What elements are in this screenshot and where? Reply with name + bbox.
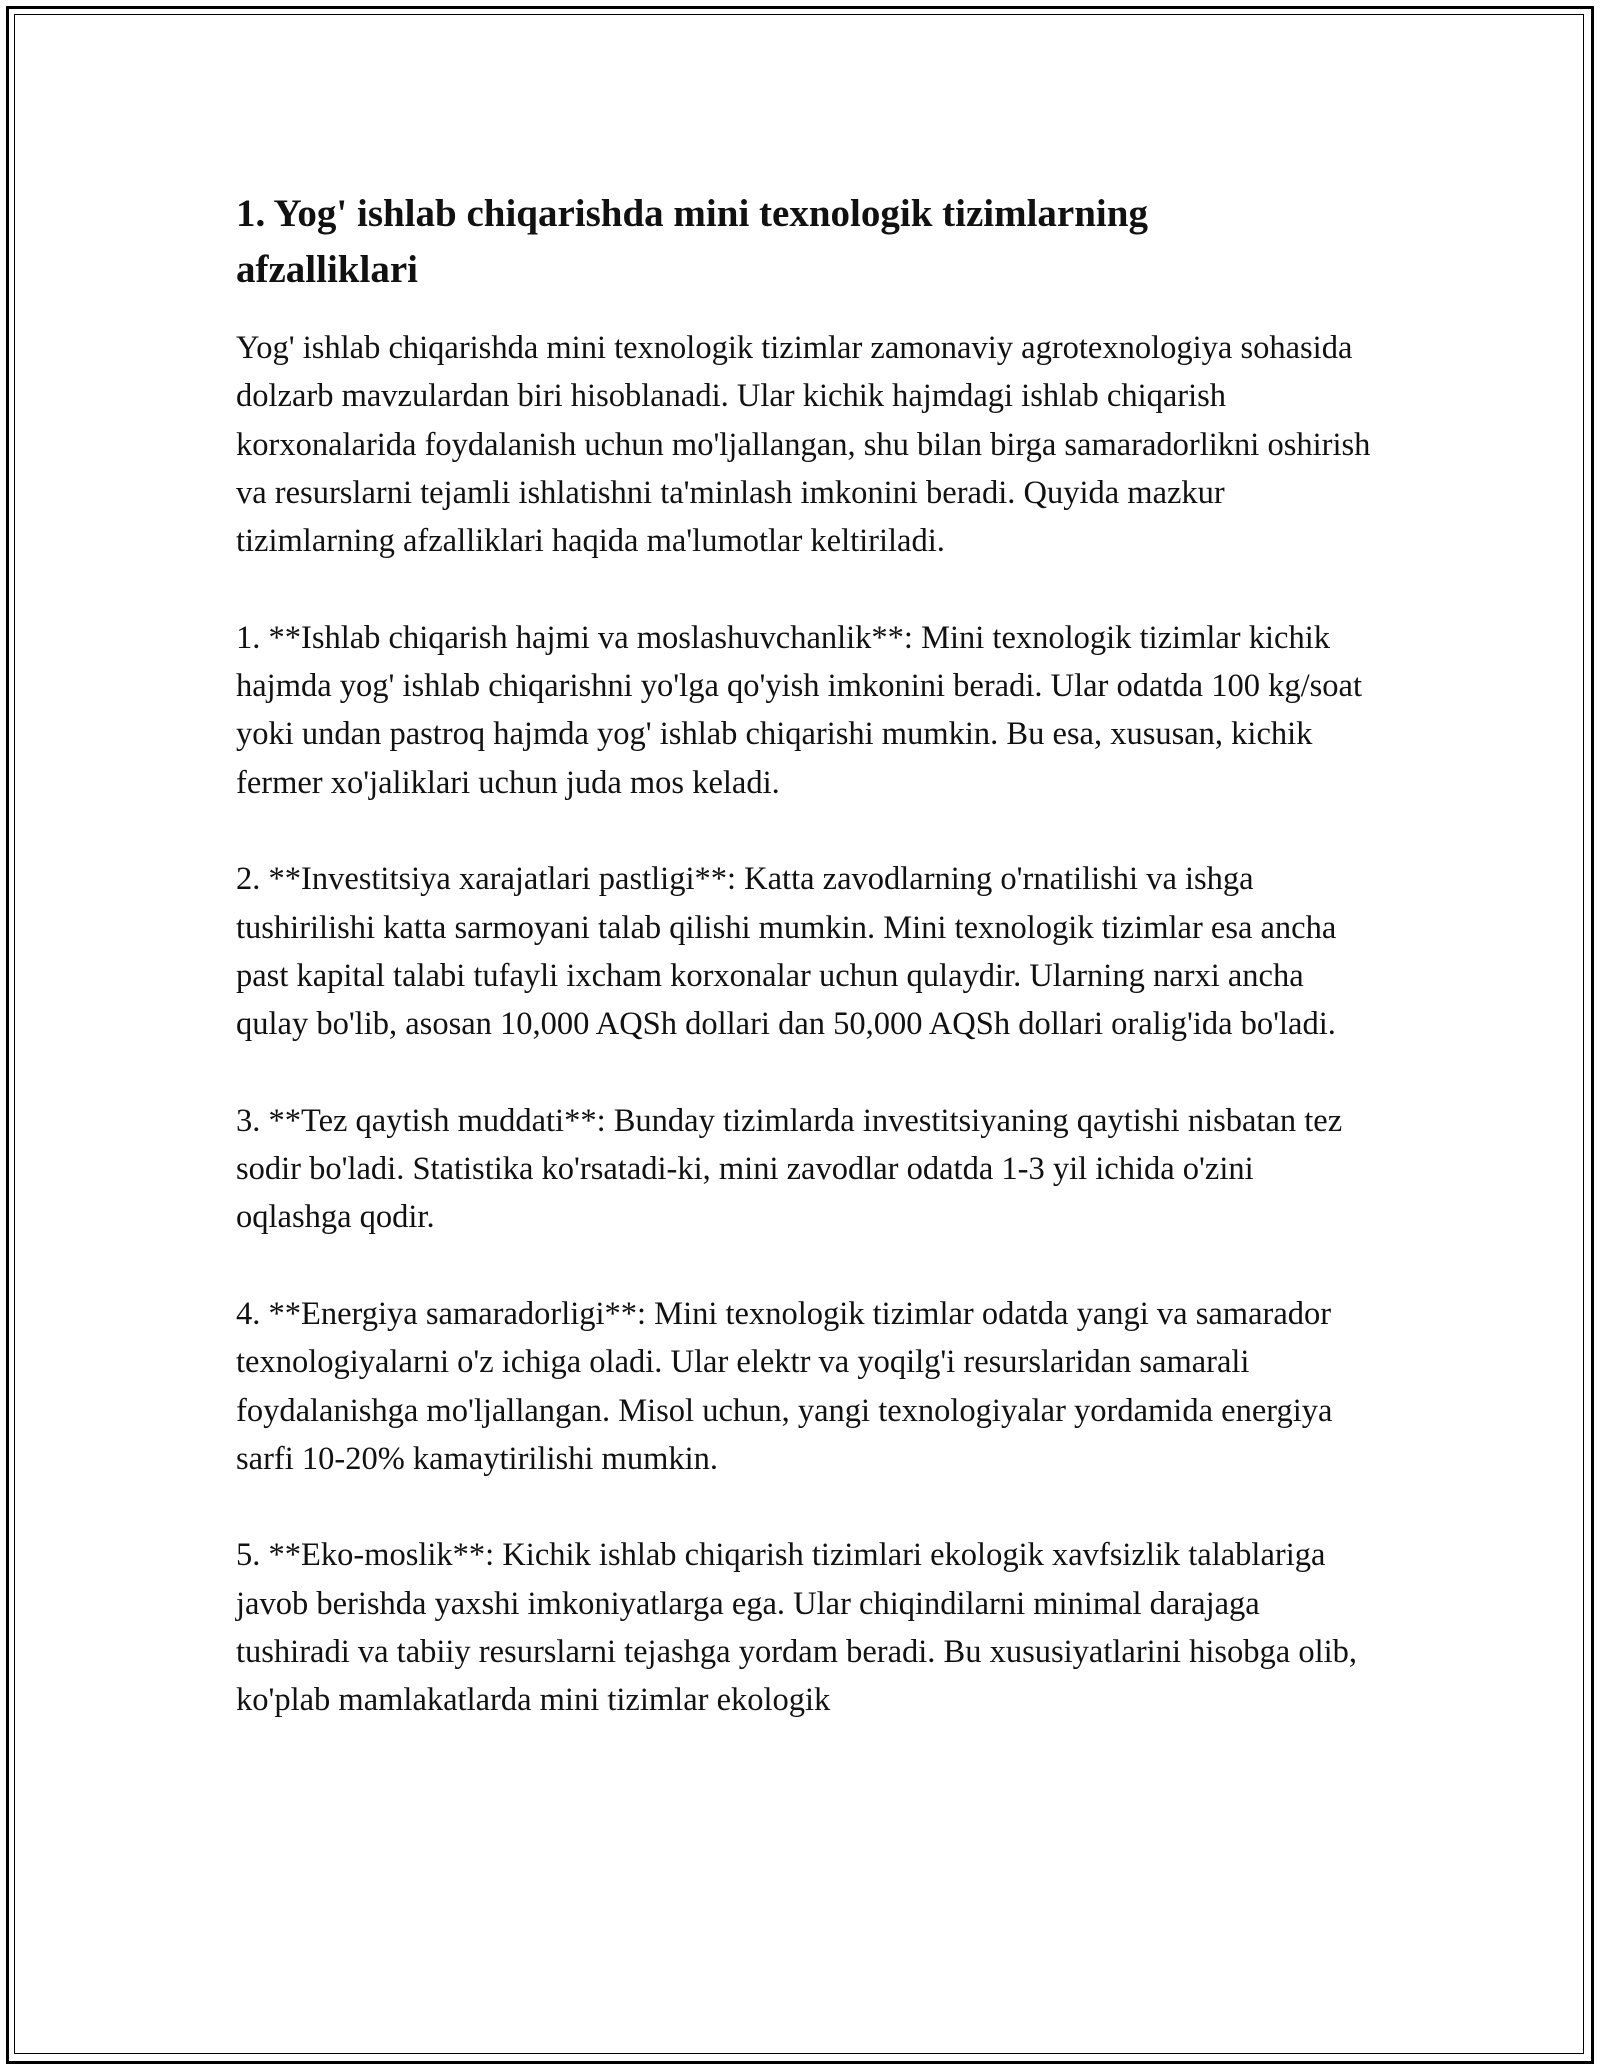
intro-paragraph: Yog' ishlab chiqarishda mini texnologik tizimlar zamonaviy agrotexnologiya sohasida dolzarb mavzulardan biri hisoblanadi. Ular kichik hajmdagi ishlab chiqarish korxonalarida foydalanish uchun mo'ljallangan, shu bilan birga samaradorlikni oshirish va resurslarni tejamli ishlatishni ta'minlash imkonini beradi. Quyida mazkur tizimlarning afzalliklari haqida ma'lumotlar keltiriladi. xyxy=(236,330,1371,560)
document-body xyxy=(236,186,1376,1773)
list-item-payback-period: 3. **Tez qaytish muddati**: Bunday tizimlarda investitsiyaning qaytishi nisbatan tez sodir bo'ladi. Statistika ko'rsatadi-ki, mini zavodlar odatda 1-3 yil ichida o'zini oqlashga qodir. xyxy=(236,1102,1343,1236)
list-item-eco-compatibility: 5. **Eko-moslik**: Kichik ishlab chiqarish tizimlari ekologik xavfsizlik talablariga javob berishda yaxshi imkoniyatlarga ega. Ular chiqindilarni minimal darajaga tushiradi va tabiiy resurslarni tejashga yordam beradi. Bu xususiyatlarini hisobga olib, ko'plab mamlakatlarda mini tizimlar ekologik xyxy=(236,1537,1358,1719)
list-item-energy-efficiency: 4. **Energiya samaradorligi**: Mini texnologik tizimlar odatda yangi va samarador texnologiyalarni o'z ichiga oladi. Ular elektr va yoqilg'i resurslaridan samarali foydalanishga mo'ljallangan. Misol uchun, yangi texnologiyalar yordamida energiya sarfi 10-20% kamaytirilishi mumkin. xyxy=(236,1295,1333,1477)
list-item-investment-costs: 2. **Investitsiya xarajatlari pastligi**: Katta zavodlarning o'rnatilishi va ishga tushirilishi katta sarmoyani talab qilishi mumkin. Mini texnologik tizimlar esa ancha past kapital talabi tufayli ixcham korxonalar uchun qulaydir. Ularning narxi ancha qulay bo'lib, asosan 10,000 AQSh dollari dan 50,000 AQSh dollari oralig'ida bo'ladi. xyxy=(236,861,1337,1043)
list-item-production-volume: 1. **Ishlab chiqarish hajmi va moslashuvchanlik**: Mini texnologik tizimlar kichik hajmda yog' ishlab chiqarishni yo'lga qo'yish imkonini beradi. Ular odatda 100 kg/soat yoki undan pastroq hajmda yog' ishlab chiqarishi mumkin. Bu esa, xususan, kichik fermer xo'jaliklari uchun juda mos keladi. xyxy=(236,619,1362,801)
document-title: 1. Yog' ishlab chiqarishda mini texnologik tizimlarning afzalliklari xyxy=(236,192,1148,291)
